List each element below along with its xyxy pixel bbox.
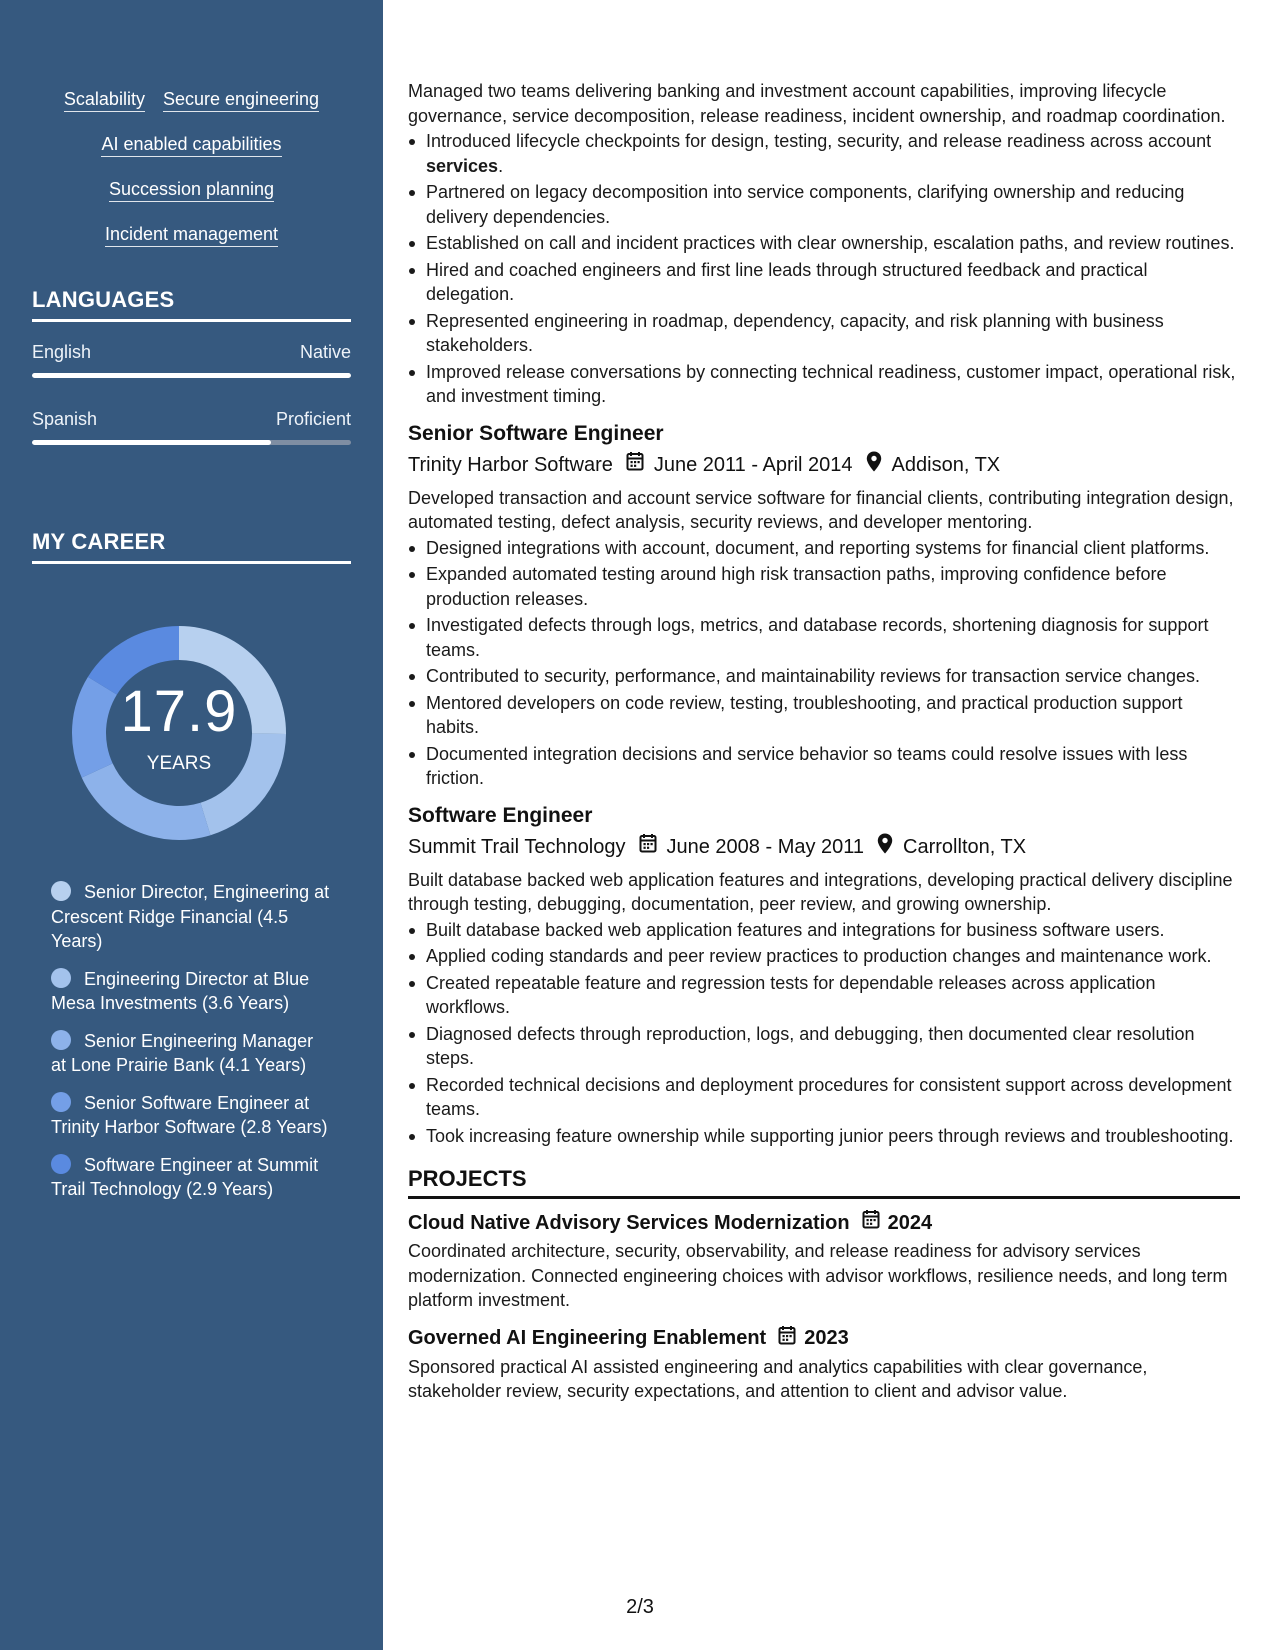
job-dates: June 2008 - May 2011: [666, 835, 865, 858]
sidebar: [0, 0, 383, 1650]
language-proficiency-fill: [32, 373, 351, 378]
career-legend-label: Engineering Director at Blue Mesa Investments (3.6 Years): [51, 968, 310, 1013]
job-bullet: Hired and coached engineers and first line leads through structured feedback and practical delegation.: [408, 258, 1240, 307]
project-header: [408, 1325, 1240, 1352]
job-bullets: [408, 918, 1240, 1149]
languages-heading: LANGUAGES: [32, 287, 351, 322]
job-bullet: Recorded technical decisions and deployment procedures for consistent support across development teams.: [408, 1073, 1240, 1122]
job-bullet: Contributed to security, performance, and maintainability reviews for transaction service changes.: [408, 664, 1240, 689]
skill-tag: Succession planning: [109, 178, 274, 202]
job-bullet: Established on call and incident practices with clear ownership, escalation paths, and review routines.: [408, 231, 1240, 256]
career-legend-item: [51, 880, 331, 954]
project-year: 2024: [887, 1211, 933, 1234]
career-donut-chart: [66, 620, 292, 846]
calendar-icon: [639, 833, 657, 860]
job-bullet: Improved release conversations by connecting technical readiness, customer impact, operational risk, and investment timing.: [408, 360, 1240, 409]
skill-tag: Scalability: [64, 88, 145, 112]
skill-row: [32, 178, 351, 223]
map-pin-icon: [877, 833, 893, 861]
job-bullet: Diagnosed defects through reproduction, logs, and debugging, then documented clear resolution steps.: [408, 1022, 1240, 1071]
project-entry: [408, 1325, 1240, 1404]
career-legend-item: [51, 1029, 331, 1078]
job-title: Senior Software Engineer: [408, 421, 664, 445]
project-description: Sponsored practical AI assisted engineering and analytics capabilities with clear governance, stakeholder review, security expectations, and attention to client and advisor value.: [408, 1356, 1148, 1401]
career-total-years: 17.9: [120, 679, 238, 744]
page-number: 2/3: [626, 1596, 654, 1618]
career-legend-item: [51, 967, 331, 1016]
calendar-icon: [626, 451, 644, 478]
job-bullet: Took increasing feature ownership while supporting junior peers through reviews and troubleshooting.: [408, 1124, 1240, 1149]
main-content: [408, 79, 1240, 1416]
job-entry: [408, 421, 1240, 791]
job-bullet: Documented integration decisions and service behavior so teams could resolve issues with less friction.: [408, 742, 1240, 791]
job-bullet: [408, 129, 1240, 178]
career-legend-label: Senior Engineering Manager at Lone Prairie Bank (4.1 Years): [51, 1030, 314, 1075]
project-title: Cloud Native Advisory Services Modernization: [408, 1211, 850, 1234]
career-legend-label: Software Engineer at Summit Trail Technology (2.9 Years): [51, 1154, 319, 1199]
language-entry: [32, 341, 351, 378]
projects-heading: PROJECTS: [408, 1166, 1240, 1199]
job-bullets: [408, 536, 1240, 791]
job-bullet: Created repeatable feature and regression tests for dependable releases across application workflows.: [408, 971, 1240, 1020]
legend-dot-icon: [51, 1092, 71, 1112]
job-bullet: Investigated defects through logs, metrics, and database records, shortening diagnosis for support teams.: [408, 613, 1240, 662]
map-pin-icon: [866, 451, 882, 479]
career-donut-slice: [200, 734, 286, 836]
career-legend-item: [51, 1091, 331, 1140]
job-location: Addison, TX: [891, 453, 1001, 476]
project-description: Coordinated architecture, security, observability, and release readiness for advisory services modernization. Connected engineering choices with advisor workflows, resilience needs, and long term platform investment.: [408, 1241, 1228, 1310]
job-entry: [408, 803, 1240, 1149]
job-bullet: Built database backed web application features and integrations for business software users.: [408, 918, 1240, 943]
career-legend-label: Senior Director, Engineering at Crescent Ridge Financial (4.5 Years): [51, 882, 330, 951]
skills-list: [32, 88, 351, 268]
job-entry-continued: [408, 79, 1240, 409]
language-name: Spanish: [32, 409, 98, 429]
career-years-label: YEARS: [146, 753, 212, 774]
job-meta: [408, 451, 1240, 479]
project-year: 2023: [804, 1327, 849, 1349]
language-level: Proficient: [275, 409, 351, 429]
skill-tag: AI enabled capabilities: [101, 133, 281, 157]
language-name: English: [32, 342, 92, 362]
job-bullet: Mentored developers on code review, testing, troubleshooting, and practical production support habits.: [408, 691, 1240, 740]
skill-row: [32, 133, 351, 178]
language-proficiency-fill: [32, 440, 271, 445]
job-bullet: Applied coding standards and peer review practices to production changes and maintenance work.: [408, 944, 1240, 969]
language-proficiency-bar: [32, 373, 351, 378]
job-meta: [408, 833, 1240, 861]
career-legend: [51, 880, 331, 1215]
company-name: Summit Trail Technology: [408, 835, 626, 858]
project-title: Governed AI Engineering Enablement: [408, 1327, 767, 1349]
legend-dot-icon: [51, 1154, 71, 1174]
calendar-icon: [862, 1209, 880, 1236]
legend-dot-icon: [51, 1030, 71, 1050]
career-legend-item: [51, 1153, 331, 1202]
job-bullet: Expanded automated testing around high risk transaction paths, improving confidence before production releases.: [408, 562, 1240, 611]
bullet-text: Introduced lifecycle checkpoints for design, testing, security, and release readiness across account: [426, 131, 1212, 151]
job-summary: Built database backed web application features and integrations, developing practical delivery discipline through testing, debugging, documentation, peer review, and growing ownership.: [408, 869, 1233, 914]
job-summary: Developed transaction and account service software for financial clients, contributing integration design, automated testing, defect analysis, security reviews, and developer mentoring.: [408, 487, 1234, 532]
project-entry: [408, 1209, 1240, 1313]
job-summary: Managed two teams delivering banking and investment account capabilities, improving lifecycle governance, service decomposition, release readiness, incident ownership, and roadmap coordination.: [408, 81, 1226, 126]
job-bullet: Partnered on legacy decomposition into service components, clarifying ownership and reducing delivery dependencies.: [408, 180, 1240, 229]
job-dates: June 2011 - April 2014: [653, 453, 853, 476]
job-bullet: Represented engineering in roadmap, dependency, capacity, and risk planning with business stakeholders.: [408, 309, 1240, 358]
skill-tag: Incident management: [105, 223, 278, 247]
skill-row: [32, 223, 351, 268]
legend-dot-icon: [51, 968, 71, 988]
company-name: Trinity Harbor Software: [408, 453, 613, 476]
legend-dot-icon: [51, 881, 71, 901]
career-legend-label: Senior Software Engineer at Trinity Harbor Software (2.8 Years): [51, 1092, 328, 1137]
job-bullets: [408, 129, 1240, 409]
job-location: Carrollton, TX: [903, 835, 1027, 858]
bullet-bold-text: services: [426, 155, 499, 176]
job-title: Software Engineer: [408, 803, 593, 827]
language-entry: [32, 408, 351, 445]
job-bullet: Designed integrations with account, document, and reporting systems for financial client platforms.: [408, 536, 1240, 561]
bullet-text: .: [498, 155, 504, 176]
skill-row: [32, 88, 351, 133]
calendar-icon: [778, 1325, 796, 1352]
project-header: [408, 1209, 1240, 1236]
language-proficiency-bar: [32, 440, 351, 445]
career-heading: MY CAREER: [32, 529, 351, 564]
language-level: Native: [299, 342, 351, 362]
skill-tag: Secure engineering: [163, 88, 319, 112]
